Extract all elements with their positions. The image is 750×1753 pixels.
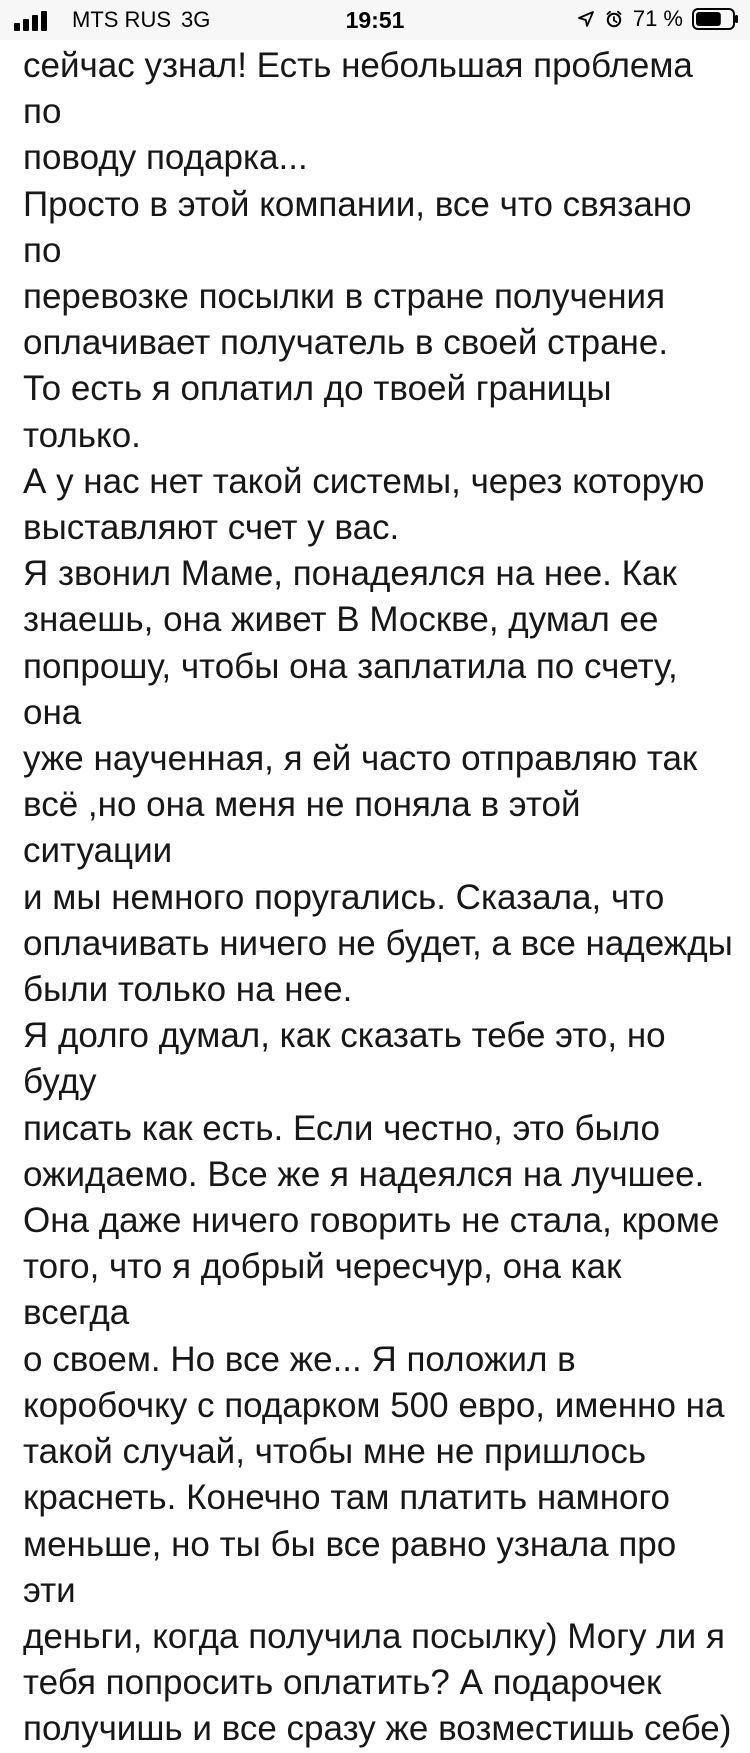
- message-text: сейчас узнал! Есть небольшая проблема по поводу подарка... Просто в этой компании, все что связано по перевозке посылки в стране получения оплачивает получатель в своей стране. То есть я оплатил до твоей границы только. А у нас нет такой системы, через которую выставляют счет у вас. Я звонил Маме, понадеялся на нее. Как знаешь, она живет В Москве, думал ее попрошу, чтобы она заплатила по счету, она уже наученная, я ей часто отправляю так всё ,но она меня не поняла в этой ситуации и мы немного поругались. Сказала, что оплачивать ничего не будет, а все надежды были только на нее. Я долго думал, как сказать тебе это, но буду писать как есть. Если честно, это было ожидаемо. Все же я надеялся на лучшее. Она даже ничего говорить не стала, кроме того, что я добрый чересчур, она как всегда о своем. Но все же... Я положил в коробочку с подарком 500 евро, именно на такой случай, чтобы мне не пришлось краснеть. Конечно там платить намного меньше, но ты бы все равно узнала про эти деньги, когда получила посылку) Могу ли я тебя попросить оплатить? А подарочек получишь и все сразу же возместишь себе): [23, 46, 733, 1749]
- status-bar: [0, 0, 750, 40]
- carrier-label: MTS RUS: [72, 7, 171, 32]
- alarm-icon: [604, 9, 624, 29]
- battery-percent: 71 %: [632, 6, 683, 31]
- status-right: [577, 6, 740, 32]
- message-area[interactable]: [23, 43, 733, 1749]
- battery-icon: [692, 7, 740, 31]
- network-label: 3G: [181, 7, 211, 32]
- location-icon: [577, 10, 595, 28]
- status-time: 19:51: [345, 7, 405, 33]
